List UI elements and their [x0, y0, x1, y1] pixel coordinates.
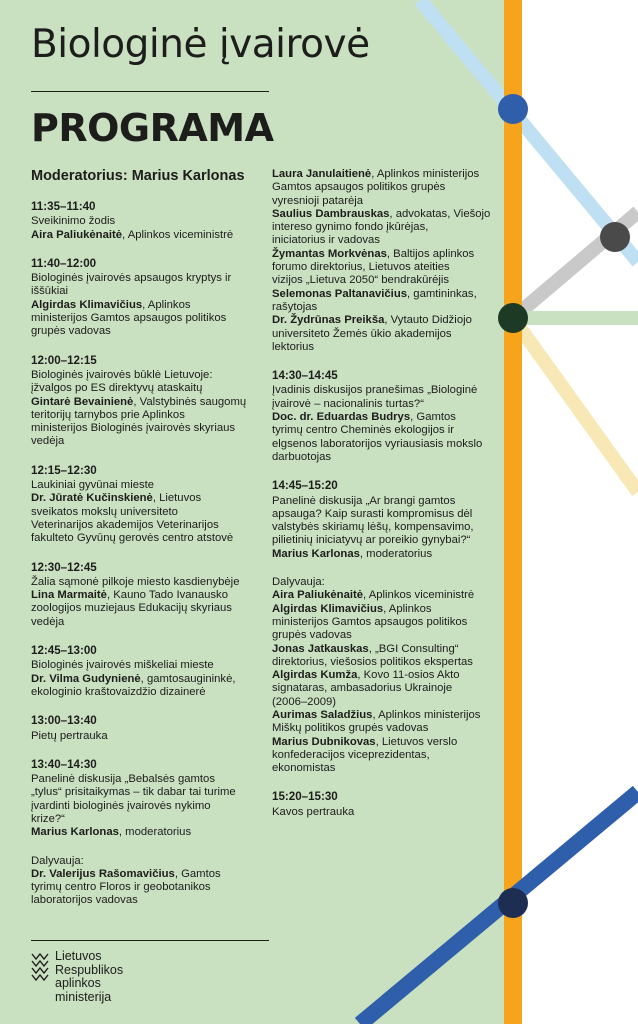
- speaker-role: darbuotojas: [272, 450, 332, 463]
- speaker-role: ministerijos Biologinės įvairovės skyriaus: [31, 422, 236, 435]
- session-time: 12:45–13:00: [31, 644, 97, 658]
- speaker-line: [31, 492, 263, 505]
- speaker-line: [272, 181, 492, 194]
- ministry-name-line: ministerija: [55, 989, 112, 1004]
- speaker: [272, 589, 492, 602]
- speaker-line: [272, 208, 492, 221]
- speaker-name: Doc. dr. Eduardas Budrys: [272, 411, 411, 424]
- session-text: pilietinių iniciatyvų ar poreikio gynybai?“: [272, 534, 471, 547]
- speaker-line: [272, 656, 492, 669]
- ministry-name-line: Lietuvos: [55, 949, 102, 963]
- session-time: 13:40–14:30: [31, 757, 97, 771]
- speaker-name: Marius Karlonas: [272, 547, 360, 560]
- session-time: 11:40–12:00: [31, 256, 97, 270]
- speaker-role: , Aplinkos: [142, 298, 191, 311]
- speaker: [31, 673, 263, 700]
- session-text: Kavos pertrauka: [272, 805, 355, 818]
- speaker-role: tyrimų centro Floros ir geobotanikos: [31, 881, 211, 894]
- session-text: apsauga? Kaip surasti kompromisus dėl: [272, 507, 473, 520]
- speaker-line: [272, 696, 492, 709]
- speaker-line: [31, 312, 263, 325]
- session-text: Sveikinimo žodis: [31, 215, 116, 228]
- session-text: Panelinė diskusija „Bebalsės gamtos: [31, 773, 215, 786]
- speaker-line: [31, 532, 263, 545]
- speaker-line: [31, 519, 263, 532]
- speaker-role: , „BGI Consulting“: [368, 642, 459, 655]
- speaker-line: [272, 629, 492, 642]
- speaker-line: [272, 261, 492, 274]
- speaker: [272, 548, 492, 561]
- speaker-line: [31, 435, 263, 448]
- speaker-name: Selemonas Paltanavičius: [272, 287, 408, 300]
- speaker-role: vyresnioji patarėja: [272, 194, 364, 207]
- speaker-role: , moderatorius: [118, 826, 192, 839]
- speaker-line: [272, 722, 492, 735]
- speaker-name: Marius Dubnikovas: [272, 735, 376, 748]
- speaker-line: [272, 288, 492, 301]
- speaker: [272, 669, 492, 709]
- station-node-green: [498, 303, 528, 333]
- program-item: [31, 257, 263, 339]
- session-time: 12:30–12:45: [31, 560, 97, 574]
- speaker-role: , Lietuvos verslo: [375, 735, 458, 748]
- speaker-role: , moderatorius: [359, 547, 433, 560]
- speaker-role: lektorius: [272, 340, 315, 353]
- speaker-line: [31, 589, 263, 602]
- speaker-role: grupės vadovas: [31, 325, 111, 338]
- speaker-name: Marius Karlonas: [31, 826, 119, 839]
- speaker-line: [31, 396, 263, 409]
- speaker-role: Miškų politikos grupės vadovas: [272, 722, 429, 735]
- program-item: [31, 561, 263, 629]
- speaker-line: [272, 709, 492, 722]
- speaker-role: , Kauno Tado Ivanausko: [106, 589, 228, 602]
- program-item: [31, 354, 263, 449]
- speaker-line: [31, 602, 263, 615]
- speaker-line: [272, 589, 492, 602]
- speaker-line: [272, 643, 492, 656]
- speaker-name: Saulius Dambrauskas: [272, 207, 390, 220]
- speaker-line: [272, 168, 492, 181]
- speaker-line: [272, 603, 492, 616]
- speaker: [272, 643, 492, 670]
- speaker-role: , gamtosaugininkė,: [140, 672, 236, 685]
- speaker-name: Jonas Jatkauskas: [272, 642, 369, 655]
- speaker-name: Žymantas Morkvėnas: [272, 247, 387, 260]
- speaker-name: Algirdas Klimavičius: [31, 298, 143, 311]
- ministry-name: [55, 950, 123, 1004]
- session-time: 12:00–12:15: [31, 353, 97, 367]
- speaker-role: , Aplinkos ministerijos: [372, 708, 481, 721]
- session-text: Biologinės įvairovės apsaugos kryptys ir: [31, 272, 232, 285]
- speaker-line: [31, 506, 263, 519]
- speaker-line: [31, 229, 263, 242]
- speaker-role: vedėja: [31, 435, 65, 448]
- session-text: krize?“: [31, 812, 65, 825]
- footer-divider: [31, 940, 269, 941]
- speaker: [31, 299, 263, 339]
- speaker-role: ministerijos Gamtos apsaugos politikos: [272, 615, 468, 628]
- speaker-role: rašytojas: [272, 300, 318, 313]
- program-item: [272, 369, 492, 464]
- speaker-role: elgsenos laboratorijos vyriausiasis mokslo: [272, 437, 483, 450]
- speaker-line: [31, 868, 263, 881]
- speaker-role: ekologinio kraštovaizdžio dizainerė: [31, 685, 206, 698]
- session-time: 12:15–12:30: [31, 463, 97, 477]
- speaker-role: , advokatas, Viešojo: [389, 207, 491, 220]
- session-text: Įvadinis diskusijos pranešimas „Biologinė: [272, 384, 478, 397]
- speaker-role: , Gamtos: [174, 867, 221, 880]
- speaker-line: [272, 424, 492, 437]
- program-item: [31, 644, 263, 699]
- speaker-role: teritorijų tarnybos prie Aplinkos: [31, 408, 185, 421]
- title-divider: [31, 91, 269, 92]
- program-heading: PROGRAMA: [31, 106, 274, 150]
- session-text: Dalyvauja:: [31, 854, 84, 867]
- speaker-line: [31, 616, 263, 629]
- speaker-role: (2006–2009): [272, 695, 337, 708]
- session-text: Biologinės įvairovės miškeliai mieste: [31, 659, 214, 672]
- speaker: [272, 168, 492, 208]
- speaker-role: intereso gynimo fondo įkūrėjas,: [272, 221, 429, 234]
- speaker: [272, 208, 492, 248]
- speaker-line: [272, 616, 492, 629]
- speaker-name: Algirdas Kumža: [272, 669, 358, 682]
- program-item: [272, 576, 492, 775]
- speaker-name: Dr. Vilma Gudynienė: [31, 672, 141, 685]
- speaker-line: [31, 673, 263, 686]
- speaker-role: , Aplinkos viceministrė: [363, 589, 475, 602]
- poster-title: Biologinė įvairovė: [31, 22, 370, 67]
- speaker-role: , Aplinkos: [383, 602, 432, 615]
- speaker-line: [272, 328, 492, 341]
- session-text: Laukiniai gyvūnai mieste: [31, 479, 155, 492]
- speaker-line: [272, 341, 492, 354]
- ministry-name-line: Respublikos: [55, 962, 124, 977]
- session-text: „tylus“ prisitaikymas – tik dabar tai turime: [31, 786, 236, 799]
- program-item: [31, 714, 263, 743]
- speaker-line: [31, 422, 263, 435]
- speaker-line: [272, 682, 492, 695]
- speaker: [31, 229, 263, 242]
- speaker-role: zoologijos muziejaus Edukacijų skyriaus: [31, 602, 232, 615]
- speaker-role: , Valstybinės saugomų: [133, 395, 247, 408]
- speaker-role: , Gamtos: [410, 411, 456, 424]
- session-text: Panelinė diskusija „Ar brangi gamtos: [272, 494, 456, 507]
- station-node-grey: [600, 222, 630, 252]
- speaker-name: Aurimas Saladžius: [272, 708, 373, 721]
- moderator-line: Moderatorius: Marius Karlonas: [31, 168, 245, 184]
- program-item: [272, 790, 492, 819]
- speaker-line: [272, 314, 492, 327]
- program-item: [272, 168, 492, 354]
- speaker-line: [272, 234, 492, 247]
- speaker-role: fakulteto Gyvūnų gerovės centro atstovė: [31, 532, 234, 545]
- speaker-role: ministerijos Gamtos apsaugos politikos: [31, 312, 227, 325]
- speaker-line: [272, 669, 492, 682]
- session-time: 14:45–15:20: [272, 479, 338, 493]
- speaker-line: [272, 548, 492, 561]
- program-column-left: [31, 200, 263, 923]
- speaker-role: konfederacijos viceprezidentas,: [272, 748, 430, 761]
- program-item: [31, 464, 263, 546]
- speaker-name: Dr. Žydrūnas Preikša: [272, 314, 385, 327]
- speaker: [31, 492, 263, 545]
- speaker: [272, 314, 492, 354]
- ministry-name-line: aplinkos: [55, 976, 101, 990]
- speaker-name: Gintarė Bevainienė: [31, 395, 134, 408]
- session-text: Žalia sąmonė pilkoje miesto kasdienybėje: [31, 575, 240, 588]
- speaker-role: ekonomistas: [272, 762, 336, 775]
- session-text: Dalyvauja:: [272, 576, 325, 589]
- speaker-line: [31, 894, 263, 907]
- speaker-role: , Aplinkos viceministrė: [122, 228, 234, 241]
- speaker: [272, 603, 492, 643]
- speaker-line: [272, 438, 492, 451]
- speaker-role: grupės vadovas: [272, 629, 352, 642]
- ministry-emblem-icon: [31, 950, 51, 1006]
- speaker-role: laboratorijos vadovas: [31, 894, 138, 907]
- speaker-role: universiteto Žemės ūkio akademijos: [272, 327, 452, 340]
- speaker-role: , Vytauto Didžiojo: [384, 314, 472, 327]
- station-node-blue: [498, 94, 528, 124]
- speaker-name: Dr. Valerijus Rašomavičius: [31, 867, 175, 880]
- speaker-role: forumo direktorius, Lietuvos ateities: [272, 261, 450, 274]
- speaker-line: [31, 299, 263, 312]
- speaker-role: Veterinarijos akademijos Veterinarijos: [31, 518, 219, 531]
- speaker-name: Dr. Jūratė Kučinskienė: [31, 492, 153, 505]
- speaker-name: Algirdas Klimavičius: [272, 602, 384, 615]
- speaker-role: , Aplinkos ministerijos: [371, 168, 480, 180]
- speaker-name: Laura Janulaitienė: [272, 168, 372, 180]
- station-node-navy: [498, 888, 528, 918]
- speaker-role: iniciatorius ir vadovas: [272, 234, 380, 247]
- session-text: Biologinės įvairovės būklė Lietuvoje:: [31, 368, 213, 381]
- speaker-name: Aira Paliukėnaitė: [272, 589, 364, 602]
- speaker-line: [31, 826, 263, 839]
- speaker: [272, 411, 492, 464]
- pale-yellow-line: [513, 318, 638, 492]
- speaker-line: [272, 762, 492, 775]
- ministry-logo: [31, 950, 123, 1006]
- program-item: [272, 479, 492, 561]
- program-column-right: [272, 168, 492, 834]
- speaker: [272, 736, 492, 776]
- speaker-role: , Lietuvos: [152, 492, 202, 505]
- session-text: įžvalgos po ES direktyvų ataskaitų: [31, 382, 203, 395]
- session-text: įvairovė – nacionalinis turtas?“: [272, 397, 424, 410]
- speaker: [31, 868, 263, 908]
- speaker-role: tyrimų centro Cheminės ekologijos ir: [272, 424, 455, 437]
- speaker-line: [272, 274, 492, 287]
- session-time: 13:00–13:40: [31, 714, 97, 728]
- speaker-line: [272, 221, 492, 234]
- speaker: [272, 288, 492, 315]
- speaker-line: [272, 736, 492, 749]
- speaker-role: , Baltijos aplinkos: [386, 247, 475, 260]
- speaker: [31, 826, 263, 839]
- speaker: [31, 589, 263, 629]
- speaker-line: [31, 686, 263, 699]
- speaker-line: [31, 409, 263, 422]
- session-time: 15:20–15:30: [272, 790, 338, 804]
- speaker-name: Aira Paliukėnaitė: [31, 228, 123, 241]
- speaker-line: [272, 301, 492, 314]
- speaker-line: [31, 881, 263, 894]
- session-text: iššūkiai: [31, 285, 69, 298]
- speaker-line: [272, 411, 492, 424]
- speaker-line: [272, 248, 492, 261]
- speaker-role: Gamtos apsaugos politikos grupės: [272, 181, 446, 194]
- session-time: 14:30–14:45: [272, 369, 338, 383]
- speaker-role: vizijos „Lietuva 2050“ bendrakūrėjis: [272, 274, 450, 287]
- program-item: [31, 855, 263, 908]
- speaker-line: [272, 451, 492, 464]
- speaker-role: signataras, ambasadorius Ukrainoje: [272, 682, 453, 695]
- speaker-role: direktorius, viešosios politikos ekspertas: [272, 655, 473, 668]
- speaker-line: [31, 325, 263, 338]
- session-text: valstybės skiriamų lėšų, kompensavimo,: [272, 521, 474, 534]
- speaker-role: sveikatos mokslų universiteto: [31, 505, 178, 518]
- speaker: [272, 709, 492, 736]
- program-item: [31, 758, 263, 840]
- session-time: 11:35–11:40: [31, 200, 96, 213]
- session-text: Pietų pertrauka: [31, 729, 108, 742]
- program-item: [31, 200, 263, 242]
- speaker: [272, 248, 492, 288]
- speaker-role: vedėja: [31, 615, 65, 628]
- speaker-line: [272, 749, 492, 762]
- speaker-role: , Kovo 11-osios Akto: [357, 669, 460, 682]
- speaker-line: [272, 195, 492, 208]
- speaker-role: , gamtininkas,: [407, 287, 477, 300]
- speaker: [31, 396, 263, 449]
- session-text: įvardinti biologinės įvairovės nykimo: [31, 799, 211, 812]
- speaker-name: Lina Marmaitė: [31, 589, 107, 602]
